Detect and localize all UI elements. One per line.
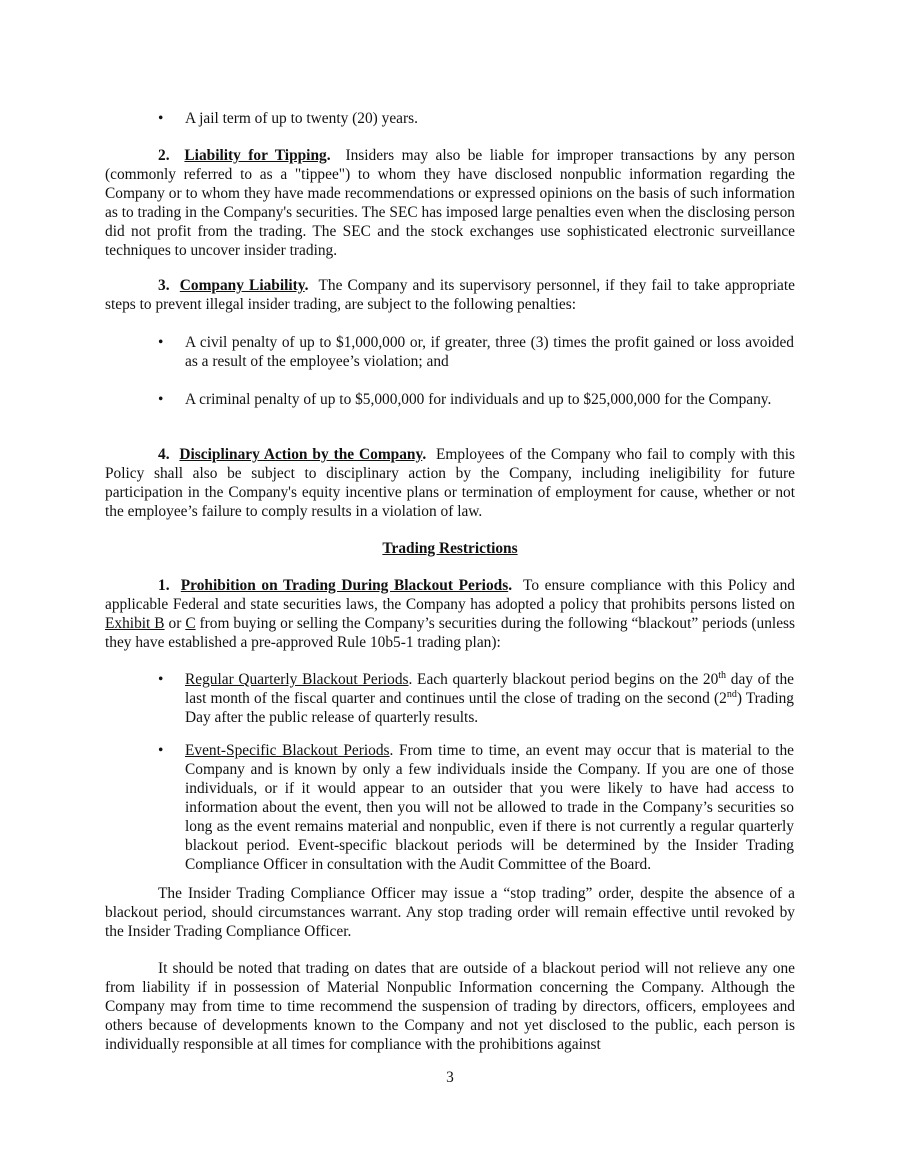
section-disciplinary-action: 4. Disciplinary Action by the Company. Employees of the Company who fail to comply with this Policy shall also be subject to disciplinary action by the Company, including ineligibility for future participation in the Company's equity incentive plans or termination of employment for cause, whether or not the employee’s failure to comply results in a violation of law. — [105, 446, 795, 520]
bullet-text: A civil penalty of up to $1,000,000 or, if greater, three (3) times the profit gained or loss avoided as a result of the employee’s violation; and — [185, 334, 794, 370]
bullet-text: Event-Specific Blackout Periods. From time to time, an event may occur that is material to the Company and is known by only a few individuals inside the Company. If you are one of those individuals, or if it would appear to an outsider that you were likely to have had access to information about the event, then you will not be allowed to trade in the Company’s securities so long as the event remains material and nonpublic, even if there is not currently a regular quarterly blackout period. Event-specific blackout periods will be determined by the Insider Trading Compliance Officer in consultation with the Audit Committee of the Board. — [185, 742, 794, 873]
section-text: Insiders may also be liable for improper transactions by any person (commonly referred to as a "tippee") to whom they have disclosed nonpublic information regarding the Company or to whom they have made recommendations or expressed opinions on the basis of such information as to trading in the Company's securities. The SEC has imposed large penalties even when the disclosing person did not profit from the trading. The SEC and the stock exchanges use sophisticated electronic surveillance techniques to uncover insider trading. — [105, 147, 795, 259]
section-number: 2. — [158, 147, 170, 164]
bullet-icon: • — [158, 391, 164, 408]
section-number: 1. — [158, 577, 170, 594]
bullet-text: A jail term of up to twenty (20) years. — [185, 110, 418, 127]
section-liability-for-tipping: 2. Liability for Tipping. Insiders may also be liable for improper transactions by any person (commonly referred to as a "tippee") to whom they have disclosed nonpublic information regarding the Company or to whom they have made recommendations or expressed opinions on the basis of such information as to trading in the Company's securities. The SEC has imposed large penalties even when the disclosing person did not profit from the trading. The SEC and the stock exchanges use sophisticated electronic surveillance techniques to uncover insider trading. — [105, 147, 795, 259]
section-number: 4. — [158, 446, 170, 463]
section-heading: Prohibition on Trading During Blackout Periods — [180, 577, 509, 594]
bullet-icon: • — [158, 671, 164, 688]
bullet-icon: • — [158, 110, 164, 127]
section-heading: Company Liability — [179, 277, 305, 294]
exhibit-c-reference: C — [185, 615, 196, 632]
section-heading: Liability for Tipping — [184, 147, 327, 164]
section-prohibition-blackout: 1. Prohibition on Trading During Blackout Periods. To ensure compliance with this Policy and applicable Federal and state securities laws, the Company has adopted a policy that prohibits persons listed on Exhibit B or C from buying or selling the Company’s securities during the following “blackout” periods (unless they have established a pre-approved Rule 10b5-1 trading plan): — [105, 577, 795, 651]
section-number: 3. — [158, 277, 170, 294]
section-text: Employees of the Company who fail to comply with this Policy shall also be subject to disciplinary action by the Company, including ineligibility for future participation in the Company's equity incentive plans or termination of employment for cause, whether or not the employee’s failure to comply results in a violation of law. — [105, 446, 795, 520]
trading-restrictions-heading: Trading Restrictions — [382, 540, 518, 557]
bullet-text: Regular Quarterly Blackout Periods. Each quarterly blackout period begins on the 20th day of the last month of the fiscal quarter and continues until the close of trading on the second (2nd) Trading Day after the public release of quarterly results. — [185, 669, 794, 726]
bullet-title: Event-Specific Blackout Periods — [185, 742, 390, 759]
exhibit-b-reference: Exhibit B — [105, 615, 165, 632]
section-text: The Company and its supervisory personnel, if they fail to take appropriate steps to prevent illegal insider trading, are subject to the following penalties: — [105, 277, 795, 313]
page-number: 3 — [446, 1069, 454, 1086]
blackout-dates-paragraph: It should be noted that trading on dates that are outside of a blackout period will not relieve any one from liability if in possession of Material Nonpublic Information concerning the Company. Although the Company may from time to time recommend the suspension of trading by directors, officers, employees and others because of developments known to the Company and not yet disclosed to the public, each person is individually responsible at all times for compliance with the prohibitions against — [105, 960, 795, 1053]
section-company-liability: 3. Company Liability. The Company and its supervisory personnel, if they fail to take appropriate steps to prevent illegal insider trading, are subject to the following penalties: — [105, 277, 795, 313]
bullet-text: A criminal penalty of up to $5,000,000 for individuals and up to $25,000,000 for the Company. — [185, 391, 772, 408]
bullet-icon: • — [158, 742, 164, 759]
bullet-title: Regular Quarterly Blackout Periods — [185, 671, 409, 688]
bullet-icon: • — [158, 334, 164, 351]
stop-trading-paragraph: The Insider Trading Compliance Officer may issue a “stop trading” order, despite the absence of a blackout period, should circumstances warrant. Any stop trading order will remain effective until revoked by the Insider Trading Compliance Officer. — [105, 885, 795, 940]
section-heading: Disciplinary Action by the Company — [179, 446, 423, 463]
